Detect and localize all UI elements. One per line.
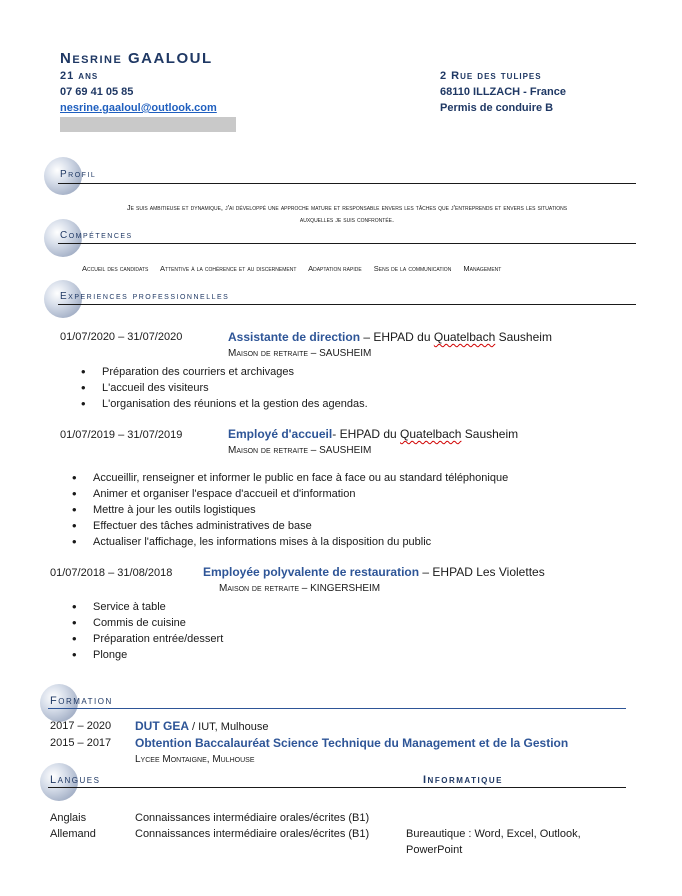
it-skills-line-1: Bureautique : Word, Excel, Outlook,: [406, 828, 581, 840]
job-task: • Commis de cuisine: [93, 615, 223, 631]
profile-line-2: auxquelles je suis confrontée.: [299, 215, 395, 224]
job-company-place: Quatelbach: [400, 427, 462, 441]
skill-item: Attentive à la cohérence et au discernement: [159, 264, 297, 273]
education-detail: / IUT, Mulhouse: [189, 721, 269, 733]
language-name: Allemand: [50, 828, 96, 840]
education-title: DUT GEA: [135, 719, 189, 733]
skills-list: [82, 264, 511, 273]
job-company: – EHPAD Les Violettes: [419, 565, 545, 579]
profile-text: [58, 202, 636, 226]
section-divider: [58, 304, 636, 305]
language-name: Anglais: [50, 812, 87, 824]
address-street: 2 Rue des tulipes: [440, 70, 542, 82]
education-detail: Lycee Montaigne, Mulhouse: [135, 754, 255, 765]
job-subtitle: Maison de retraite – KINGERSHEIM: [219, 583, 381, 594]
skill-item: Accueil des candidats: [82, 264, 149, 273]
job-task: • Mettre à jour les outils logistiques: [93, 502, 508, 518]
job-subtitle: Maison de retraite – SAUSHEIM: [228, 445, 372, 456]
education-dates: 2017 – 2020: [50, 720, 112, 732]
education-title: Obtention Baccalauréat Science Technique du Management et de la Gestion: [135, 736, 569, 750]
job-task-list: [93, 470, 508, 550]
section-divider: [48, 708, 626, 709]
job-heading: [203, 565, 545, 579]
job-dates: 01/07/2019 – 31/07/2019: [60, 429, 183, 441]
skill-item: Sens de la communication: [373, 264, 452, 273]
language-level: Connaissances intermédiaire orales/écrites (B1): [135, 812, 370, 824]
job-company-suffix: Sausheim: [461, 427, 519, 441]
candidate-name: Nesrine GAALOUL: [60, 50, 213, 67]
it-skills-line-2: PowerPoint: [406, 844, 463, 856]
job-task: • Plonge: [93, 647, 223, 663]
language-level: Connaissances intermédiaire orales/écrites (B1): [135, 828, 370, 840]
job-task: • Animer et organiser l'espace d'accueil et d'information: [93, 486, 508, 502]
job-title: Employée polyvalente de restauration: [203, 565, 420, 579]
job-company-place: Quatelbach: [433, 330, 496, 344]
job-company-prefix: - EHPAD du: [332, 427, 401, 441]
redacted-field: [60, 117, 236, 132]
candidate-phone: 07 69 41 05 85: [60, 86, 134, 98]
section-title-formation: Formation: [50, 695, 113, 707]
job-task: • Préparation des courriers et archivages: [102, 364, 368, 380]
skill-item: Management: [463, 264, 502, 273]
job-company-prefix: – EHPAD du: [360, 330, 434, 344]
section-title-informatique: Informatique: [423, 774, 504, 786]
job-task: • Actualiser l'affichage, les informations mises à la disposition du public: [93, 534, 508, 550]
job-task: • L'organisation des réunions et la gestion des agendas.: [102, 396, 368, 412]
candidate-age: 21 ans: [60, 70, 99, 82]
section-divider: [58, 243, 636, 244]
job-task: • Accueillir, renseigner et informer le public en face à face ou au standard téléphonique: [93, 470, 508, 486]
section-title-competences: Compétences: [60, 230, 133, 241]
job-task: • Service à table: [93, 599, 223, 615]
job-title: Employé d'accueil: [228, 427, 333, 441]
job-task: • Préparation entrée/dessert: [93, 631, 223, 647]
profile-line-1: Je suis ambitieuse et dynamique, j'ai développé une approche mature et responsable envers les tâches que j'entreprends et envers les situations: [126, 203, 568, 212]
section-divider: [48, 787, 626, 788]
job-task: • L'accueil des visiteurs: [102, 380, 368, 396]
job-title: Assistante de direction: [228, 330, 361, 344]
section-title-langues: Langues: [50, 774, 101, 786]
section-title-experiences: Experiences professionnelles: [60, 291, 230, 302]
job-company-suffix: Sausheim: [495, 330, 552, 344]
section-divider: [58, 183, 636, 184]
section-title-profil: Profil: [60, 169, 97, 180]
driving-license: Permis de conduire B: [440, 102, 554, 114]
education-entry: [135, 719, 268, 733]
job-task-list: [102, 364, 368, 412]
job-task: • Effectuer des tâches administratives de base: [93, 518, 508, 534]
job-dates: 01/07/2018 – 31/08/2018: [50, 567, 173, 579]
job-subtitle: Maison de retraite – SAUSHEIM: [228, 348, 372, 359]
education-dates: 2015 – 2017: [50, 737, 112, 749]
job-heading: [228, 427, 518, 441]
job-dates: 01/07/2020 – 31/07/2020: [60, 331, 183, 343]
job-task-list: [93, 599, 223, 663]
address-city: 68110 ILLZACH - France: [440, 86, 566, 98]
candidate-email[interactable]: nesrine.gaaloul@outlook.com: [60, 102, 217, 114]
job-heading: [228, 330, 552, 344]
skill-item: Adaptation rapide: [308, 264, 362, 273]
